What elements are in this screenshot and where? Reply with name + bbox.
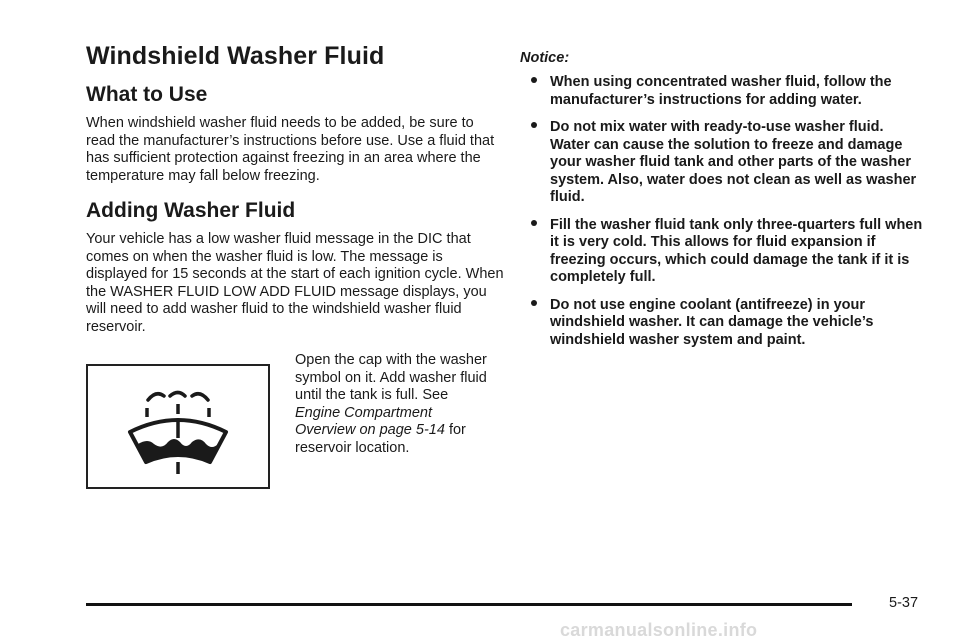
figure-caption: Open the cap with the washer symbol on it. Add washer fluid until the tank is full. See Engine Compartment Overview on page 5-14 for reservoir location.	[295, 352, 487, 456]
notice-label: Notice:	[520, 50, 570, 66]
section-title-what-to-use: What to Use	[86, 83, 208, 106]
bullet-icon	[531, 122, 537, 128]
section-title-adding-washer-fluid: Adding Washer Fluid	[86, 199, 296, 222]
page-title: Windshield Washer Fluid	[86, 42, 385, 70]
left-column	[86, 42, 506, 482]
washer-symbol-figure	[86, 364, 270, 489]
notice-item: When using concentrated washer fluid, follow the manufacturer’s instructions for adding water.	[520, 74, 925, 109]
bullet-icon	[531, 220, 537, 226]
what-to-use-paragraph: When windshield washer fluid needs to be added, be sure to read the manufacturer’s instructions before use. Use a fluid that has sufficient protection against freezing in an area where the temperature may fall below freezing.	[86, 115, 495, 184]
notice-item: Fill the washer fluid tank only three-quarters full when it is very cold. This allows for fluid expansion if freezing occurs, which could damage the tank if it is completely full.	[520, 217, 925, 287]
cross-reference-link[interactable]: Engine Compartment Overview on page 5-14	[295, 404, 445, 438]
washer-fluid-symbol-icon	[122, 378, 234, 478]
notice-item: Do not mix water with ready-to-use washer fluid. Water can cause the solution to freeze and damage your washer fluid tank and other parts of the washer system. Also, water does not clean as well as washer fluid.	[520, 119, 925, 207]
bullet-icon	[531, 300, 537, 306]
footer-rule	[86, 603, 852, 606]
right-column	[520, 50, 925, 359]
notice-item: Do not use engine coolant (antifreeze) in your windshield washer. It can damage the vehicle’s windshield washer system and paint.	[520, 297, 925, 350]
adding-washer-fluid-paragraph: Your vehicle has a low washer fluid message in the DIC that comes on when the washer fluid is low. The message is displayed for 15 seconds at the start of each ignition cycle. When the WASHER FLUID LOW ADD FLUID message displays, you will need to add washer fluid to the windshield washer fluid reservoir.	[86, 231, 504, 335]
washer-figure-row	[86, 352, 506, 482]
bullet-icon	[531, 77, 537, 83]
page-number: 5-37	[889, 595, 919, 611]
notice-list	[520, 74, 925, 349]
watermark: carmanualsonline.info	[560, 620, 758, 640]
